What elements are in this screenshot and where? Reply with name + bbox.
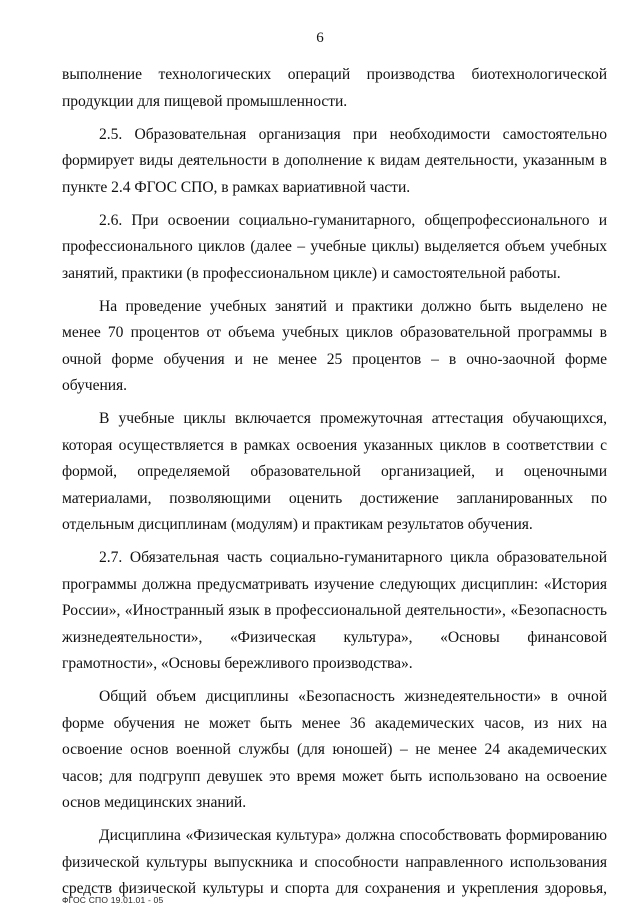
document-footer-code: ФГОС СПО 19.01.01 - 05 [62,895,164,905]
paragraph-study-volume: На проведение учебных занятий и практики должно быть выделено не менее 70 процентов от объема учебных циклов образовательной программы в очной форме обучения и не менее 25 процентов – в очно-заочной форме обучения. [62,297,607,394]
page-number: 6 [316,30,324,46]
document-body [62,62,607,903]
paragraph-2-5: 2.5. Образовательная организация при необходимости самостоятельно формирует виды деятельности в дополнение к видам деятельности, указанным в пункте 2.4 ФГОС СПО, в рамках вариативной части. [62,125,607,196]
paragraph-intermediate-attestation: В учебные циклы включается промежуточная аттестация обучающихся, которая осуществляется в рамках освоения указанных циклов в соответствии с формой, определяемой образовательной организацией, и оценочными материалами, позволяющими оценить достижение запланированных по отдельным дисциплинам (модулям) и практикам результатов обучения. [62,410,607,533]
paragraph-continuation: выполнение технологических операций производства биотехнологической продукции для пищевой промышленности. [62,66,607,110]
paragraph-2-6: 2.6. При освоении социально-гуманитарного, общепрофессионального и профессионального циклов (далее – учебные циклы) выделяется объем учебных занятий, практики (в профессиональном цикле) и самостоятельной работы. [62,211,607,282]
paragraph-2-7: 2.7. Обязательная часть социально-гуманитарного цикла образовательной программы должна предусматривать изучение следующих дисциплин: «История России», «Иностранный язык в профессиональной деятельности», «Безопасность жизнедеятельности», «Физическая культура», «Основы финансовой грамотности», «Основы бережливого производства». [62,549,607,672]
paragraph-life-safety: Общий объем дисциплины «Безопасность жизнедеятельности» в очной форме обучения не может быть менее 36 академических часов, из них на освоение основ военной службы (для юношей) – не менее 24 академических часов; для подгрупп девушек это время может быть использовано на освоение основ медицинских знаний. [62,688,607,811]
paragraph-physical-culture: Дисциплина «Физическая культура» должна способствовать формированию физической культуры выпускника и способности направленного использования средств физической культуры и спорта для сохранения и укрепления здоровья, [62,827,607,897]
